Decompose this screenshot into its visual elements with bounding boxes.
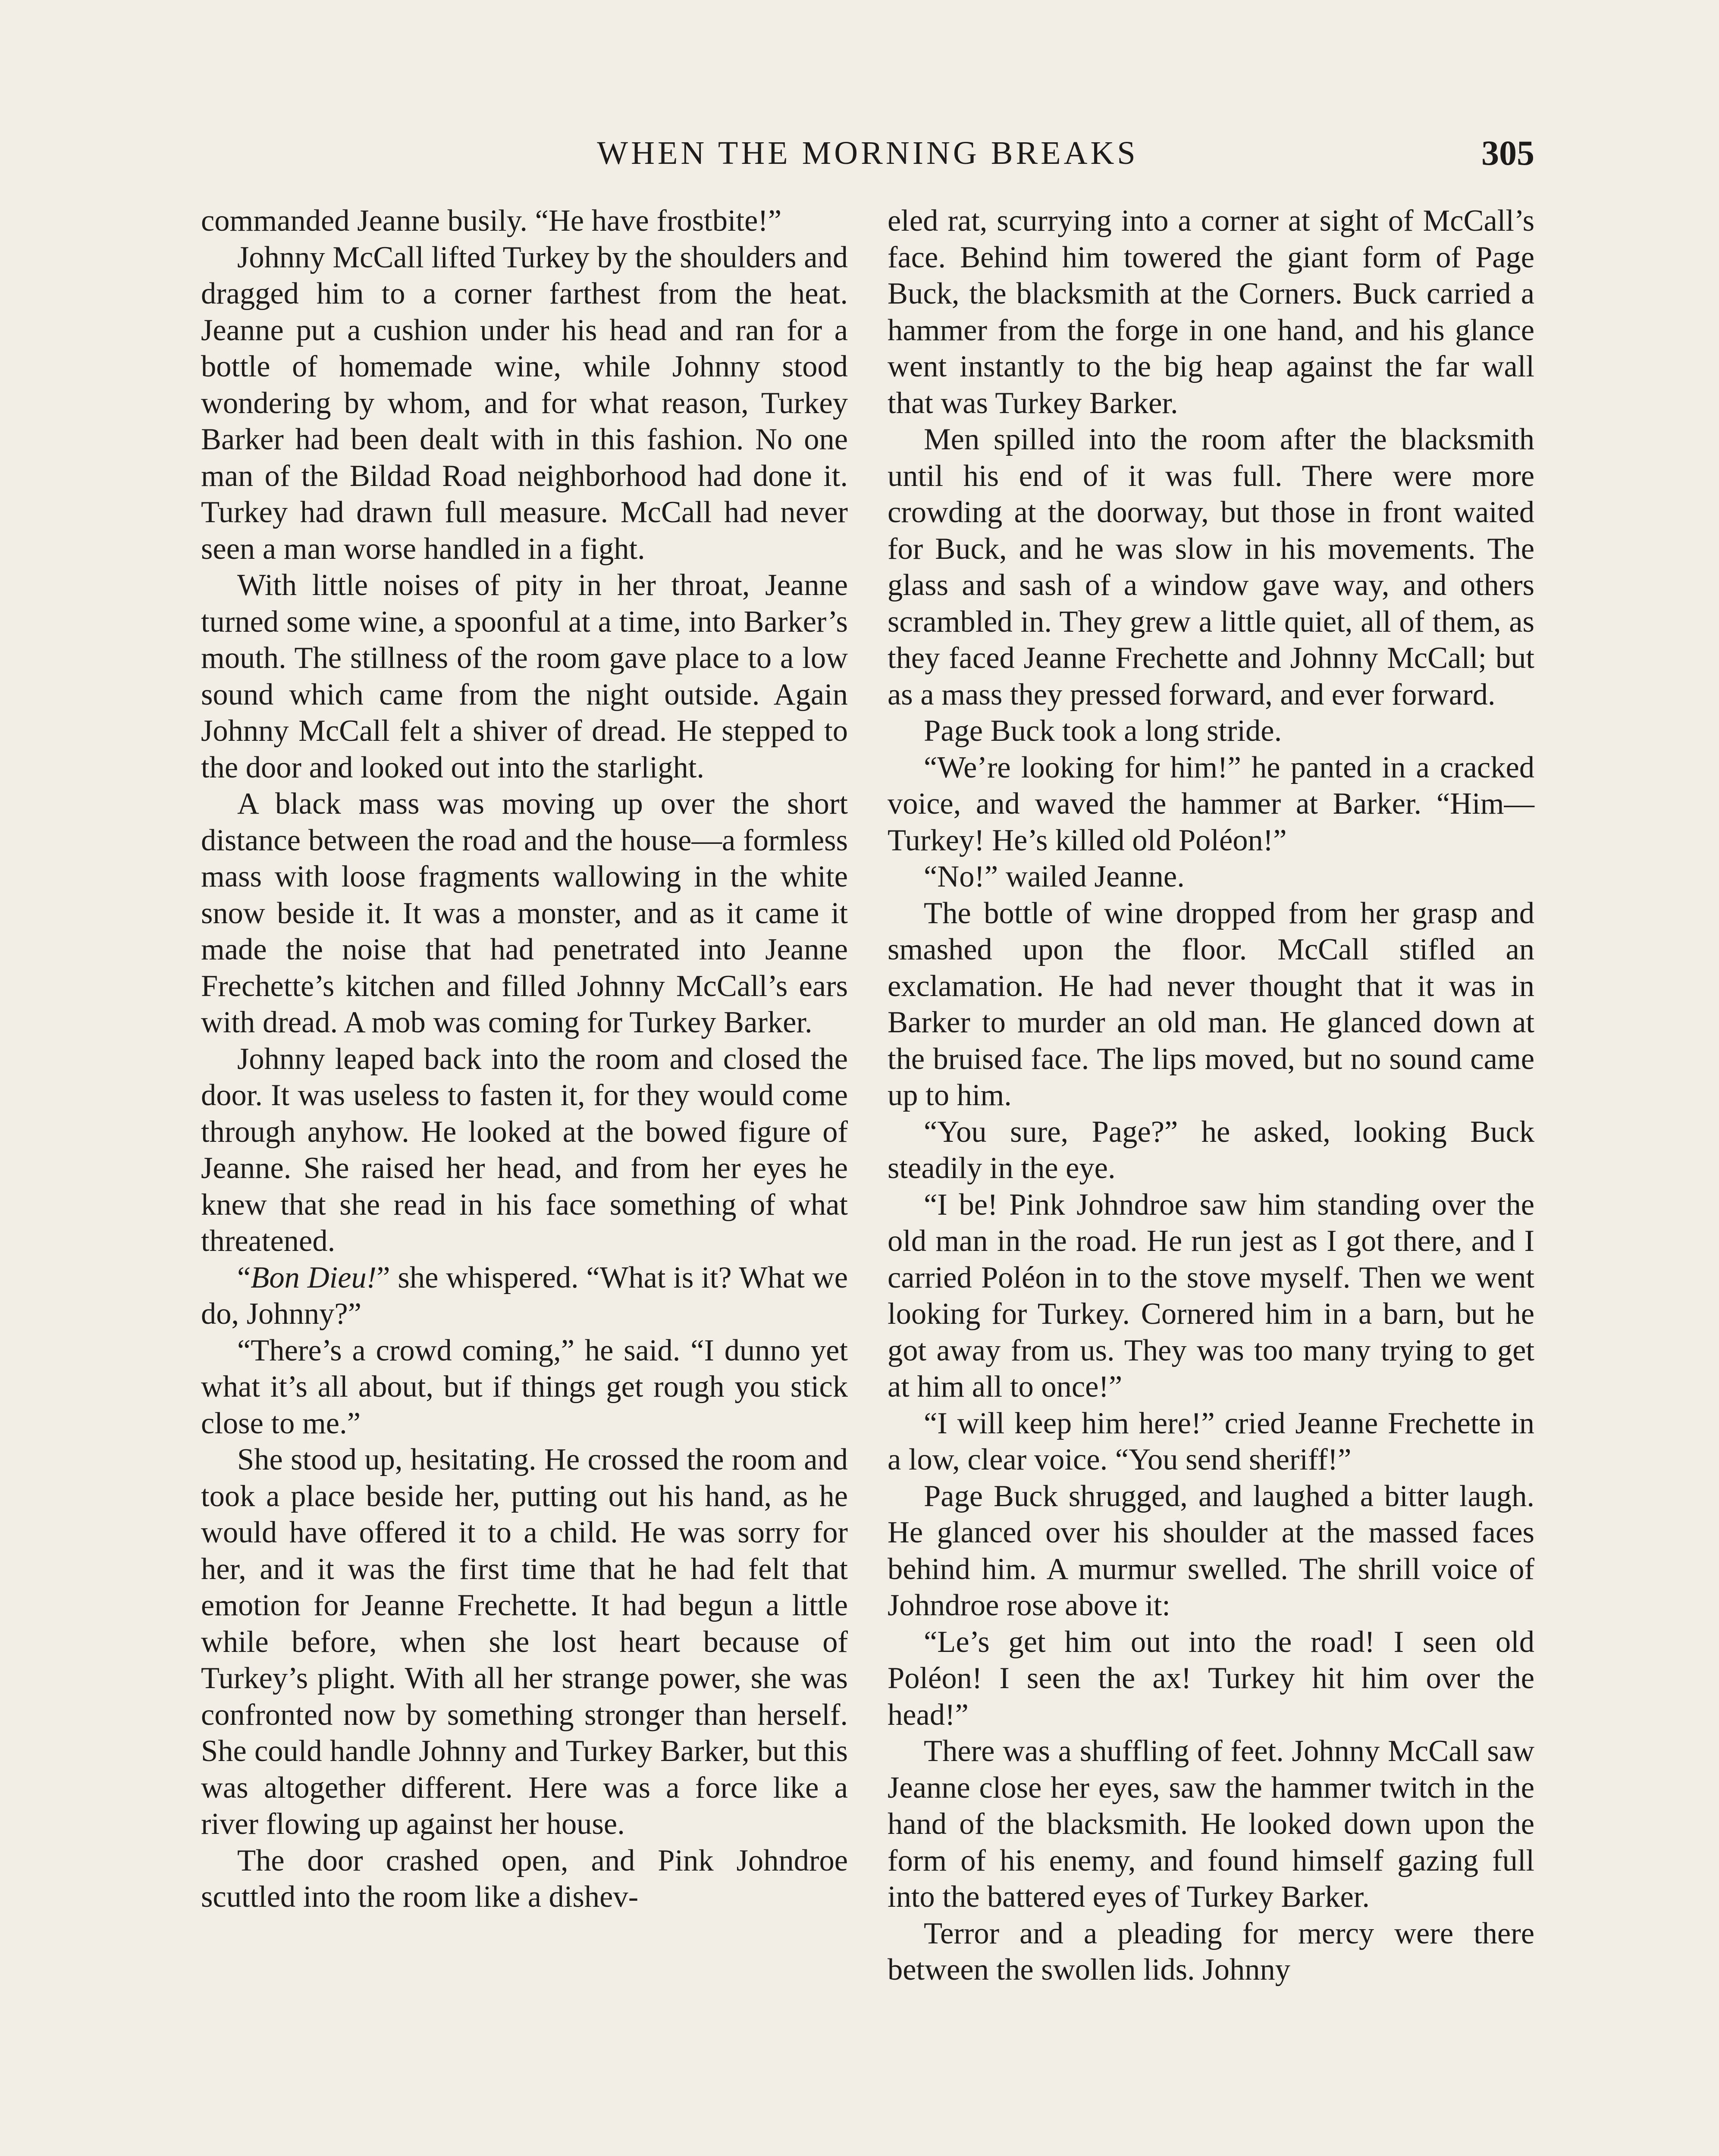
- page-number: 305: [1481, 133, 1534, 172]
- paragraph: Terror and a pleading for mercy were there between the swollen lids. Johnny: [888, 1916, 1534, 1987]
- paragraph: There was a shuffling of feet. Johnny McCall saw Jeanne close her eyes, saw the hammer twitch in the hand of the blacksmith. He looked down upon the form of his enemy, and found himself gazing full into the battered eyes of Turkey Barker.: [888, 1734, 1534, 1914]
- paragraph-text: she whispered. “What is it? What we do, Johnny?”: [201, 1260, 848, 1331]
- paragraph: “I be! Pink Johndroe saw him standing over the old man in the road. He run jest as I got there, and I carried Poléon in to the stove myself. Then we went looking for Turkey. Cornered him in a barn, but he got away from us. They was too many trying to get at him all to once!”: [888, 1188, 1534, 1404]
- paragraph: Johnny leaped back into the room and closed the door. It was useless to fasten it, for they would come through anyhow. He looked at the bowed figure of Jeanne. She raised her head, and from her eyes he knew that she read in his face something of what threatened.: [201, 1042, 848, 1258]
- italic-phrase: Bon Dieu!: [251, 1260, 377, 1294]
- paragraph: With little noises of pity in her throat, Jeanne turned some wine, a spoonful at a time, into Barker’s mouth. The stillness of the room gave place to a low sound which came from the night outside. Again Johnny McCall felt a shiver of dread. He stepped to the door and looked out into the starlight.: [201, 568, 848, 784]
- paragraph: eled rat, scurrying into a corner at sight of McCall’s face. Behind him towered the giant form of Page Buck, the blacksmith at the Corners. Buck carried a hammer from the forge in one hand, and his glance went instantly to the big heap against the far wall that was Turkey Barker.: [888, 204, 1534, 420]
- paragraph: “Le’s get him out into the road! I seen old Poléon! I seen the ax! Turkey hit him over the head!”: [888, 1625, 1534, 1732]
- paragraph: “You sure, Page?” he asked, looking Buck steadily in the eye.: [888, 1115, 1534, 1185]
- paragraph: “There’s a crowd coming,” he said. “I dunno yet what it’s all about, but if things get rough you stick close to me.”: [201, 1333, 848, 1440]
- paragraph: “No!” wailed Jeanne.: [924, 860, 1185, 893]
- paragraph: Johnny McCall lifted Turkey by the shoulders and dragged him to a corner farthest from the heat. Jeanne put a cushion under his head and ran for a bottle of homemade wine, while Johnny stood wondering by whom, and for what reason, Turkey Barker had been dealt with in this fashion. No one man of the Bildad Road neighborhood had done it. Turkey had drawn full measure. McCall had never seen a man worse handled in a fight.: [201, 240, 848, 566]
- paragraph: commanded Jeanne busily. “He have frostbite!”: [201, 204, 782, 238]
- paragraph: “We’re looking for him!” he panted in a cracked voice, and waved the hammer at Barker. “Him—Turkey! He’s killed old Poléon!”: [888, 750, 1534, 857]
- paragraph: “Bon Dieu!” she whispered. “What is it? What we do, Johnny?”: [201, 1260, 848, 1331]
- text-column-left: [201, 203, 848, 1915]
- text-column-right: [888, 203, 1534, 1988]
- paragraph: The bottle of wine dropped from her grasp and smashed upon the floor. McCall stifled an exclamation. He had never thought that it was in Barker to murder an old man. He glanced down at the bruised face. The lips moved, but no sound came up to him.: [888, 896, 1534, 1112]
- paragraph: “I will keep him here!” cried Jeanne Frechette in a low, clear voice. “You send sheriff!”: [888, 1406, 1534, 1476]
- paragraph: The door crashed open, and Pink Johndroe scuttled into the room like a dishev-: [201, 1843, 848, 1914]
- page-header: [201, 129, 1534, 177]
- running-head: WHEN THE MORNING BREAKS: [597, 135, 1139, 171]
- paragraph: A black mass was moving up over the short distance between the road and the house—a formless mass with loose fragments wallowing in the white snow beside it. It was a monster, and as it came it made the noise that had penetrated into Jeanne Frechette’s kitchen and filled Johnny McCall’s ears with dread. A mob was coming for Turkey Barker.: [201, 787, 848, 1039]
- paragraph: She stood up, hesitating. He crossed the room and took a place beside her, putting out his hand, as he would have offered it to a child. He was sorry for her, and it was the first time that he had felt that emotion for Jeanne Frechette. It had begun a little while before, when she lost heart because of Turkey’s plight. With all her strange power, she was confronted now by something stronger than herself. She could handle Johnny and Turkey Barker, but this was altogether different. Here was a force like a river flowing up against her house.: [201, 1443, 848, 1841]
- paragraph: Page Buck shrugged, and laughed a bitter laugh. He glanced over his shoulder at the massed faces behind him. A murmur swelled. The shrill voice of Johndroe rose above it:: [888, 1479, 1534, 1622]
- paragraph: Men spilled into the room after the blacksmith until his end of it was full. There were more crowding at the doorway, but those in front waited for Buck, and he was slow in his movements. The glass and sash of a window gave way, and others scrambled in. They grew a little quiet, all of them, as they faced Jeanne Frechette and Johnny McCall; but as a mass they pressed forward, and ever forward.: [888, 423, 1534, 711]
- paragraph: Page Buck took a long stride.: [924, 714, 1282, 748]
